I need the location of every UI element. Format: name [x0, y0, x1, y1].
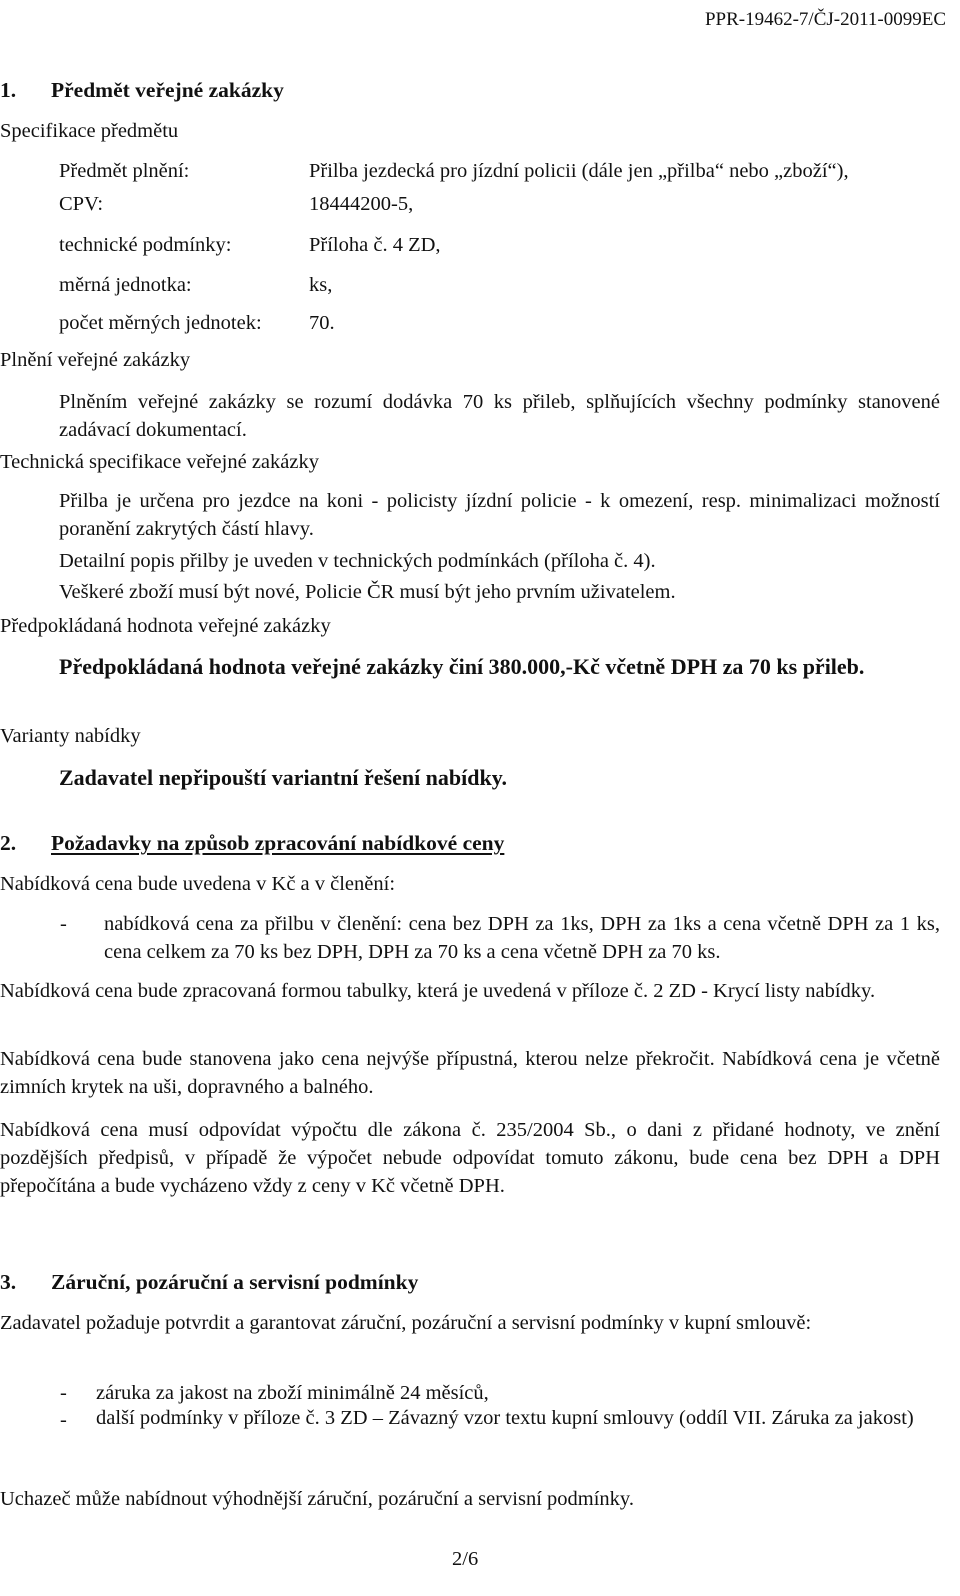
section-3-title: Záruční, pozáruční a servisní podmínky: [51, 1270, 419, 1294]
price-paragraph-2: Nabídková cena bude stanovena jako cena nejvýše přípustná, kterou nelze překročit. Nabídková cena je včetně zimních krytek na uši, dopravného a balného.: [0, 1048, 940, 1098]
warranty-bullet-2-text: další podmínky v příloze č. 3 ZD – Závazný vzor textu kupní smlouvy (oddíl VII. Záruka za jakost): [96, 1407, 914, 1429]
tech-spec-heading: Technická specifikace veřejné zakázky: [0, 451, 319, 473]
field-value-unit: ks,: [309, 274, 333, 296]
field-value-subject: Přilba jezdecká pro jízdní policii (dále jen „přilba“ nebo „zboží“),: [309, 160, 849, 182]
tech-spec-text-2: Detailní popis přilby je uveden v technických podmínkách (příloha č. 4).: [59, 550, 656, 572]
field-label-cpv: CPV:: [59, 193, 104, 215]
warranty-bullet-1-dash: -: [60, 1382, 67, 1404]
field-value-cpv: 18444200-5,: [309, 193, 414, 215]
fulfillment-text: Plněním veřejné zakázky se rozumí dodávka 70 ks přileb, splňujících všechny podmínky stanovené zadávací dokumentací.: [59, 391, 940, 441]
document-reference: PPR-19462-7/ČJ-2011-0099EC: [704, 9, 946, 30]
section-1-title: Předmět veřejné zakázky: [51, 78, 284, 102]
tech-spec-text-3: Veškeré zboží musí být nové, Policie ČR musí být jeho prvním uživatelem.: [59, 581, 676, 603]
price-paragraph-3: Nabídková cena musí odpovídat výpočtu dle zákona č. 235/2004 Sb., o dani z přidané hodnoty, ve znění pozdějších předpisů, v případě že výpočet nebude odpovídat tomuto zákonu, bude cena bez DPH a DPH přepočítána a bude vycházeno vždy z ceny v Kč včetně DPH.: [0, 1119, 940, 1197]
field-label-conditions: technické podmínky:: [59, 234, 232, 256]
page-number: 2/6: [452, 1548, 479, 1570]
field-label-quantity: počet měrných jednotek:: [59, 312, 262, 334]
fulfillment-heading: Plnění veřejné zakázky: [0, 349, 191, 371]
warranty-bullet-1-text: záruka za jakost na zboží minimálně 24 měsíců,: [96, 1382, 489, 1404]
price-paragraph-1: Nabídková cena bude zpracovaná formou tabulky, která je uvedená v příloze č. 2 ZD - Krycí listy nabídky.: [0, 980, 876, 1002]
section-1-number: 1.: [0, 78, 17, 102]
warranty-intro: Zadavatel požaduje potvrdit a garantovat záruční, pozáruční a servisní podmínky v kupní smlouvě:: [0, 1312, 812, 1334]
tech-spec-text-1: Přilba je určena pro jezdce na koni - policisty jízdní policie - k omezení, resp. minimalizaci možností poranění zakrytých částí hlavy.: [59, 490, 940, 540]
estimated-value-heading: Předpokládaná hodnota veřejné zakázky: [0, 615, 331, 637]
field-value-conditions: Příloha č. 4 ZD,: [309, 234, 441, 256]
section-3-number: 3.: [0, 1270, 17, 1294]
field-value-quantity: 70.: [309, 312, 335, 334]
price-intro: Nabídková cena bude uvedena v Kč a v členění:: [0, 873, 396, 895]
price-bullet-dash: -: [60, 913, 67, 935]
warranty-bullet-2-dash: -: [60, 1409, 67, 1431]
field-label-unit: měrná jednotka:: [59, 274, 192, 296]
estimated-value-text: Předpokládaná hodnota veřejné zakázky činí 380.000,-Kč včetně DPH za 70 ks přileb.: [59, 654, 865, 679]
field-label-subject: Předmět plnění:: [59, 160, 190, 182]
section-2-title: Požadavky na způsob zpracování nabídkové ceny: [51, 831, 505, 855]
warranty-closing: Uchazeč může nabídnout výhodnější záruční, pozáruční a servisní podmínky.: [0, 1488, 634, 1510]
variants-text: Zadavatel nepřipouští variantní řešení nabídky.: [59, 765, 508, 790]
spec-heading: Specifikace předmětu: [0, 120, 179, 142]
section-2-number: 2.: [0, 831, 17, 855]
price-bullet-text: nabídková cena za přilbu v členění: cena bez DPH za 1ks, DPH za 1ks a cena včetně DPH za 1 ks, cena celkem za 70 ks bez DPH, DPH za 70 ks a cena včetně DPH za 70 ks.: [104, 913, 940, 963]
variants-heading: Varianty nabídky: [0, 725, 141, 747]
